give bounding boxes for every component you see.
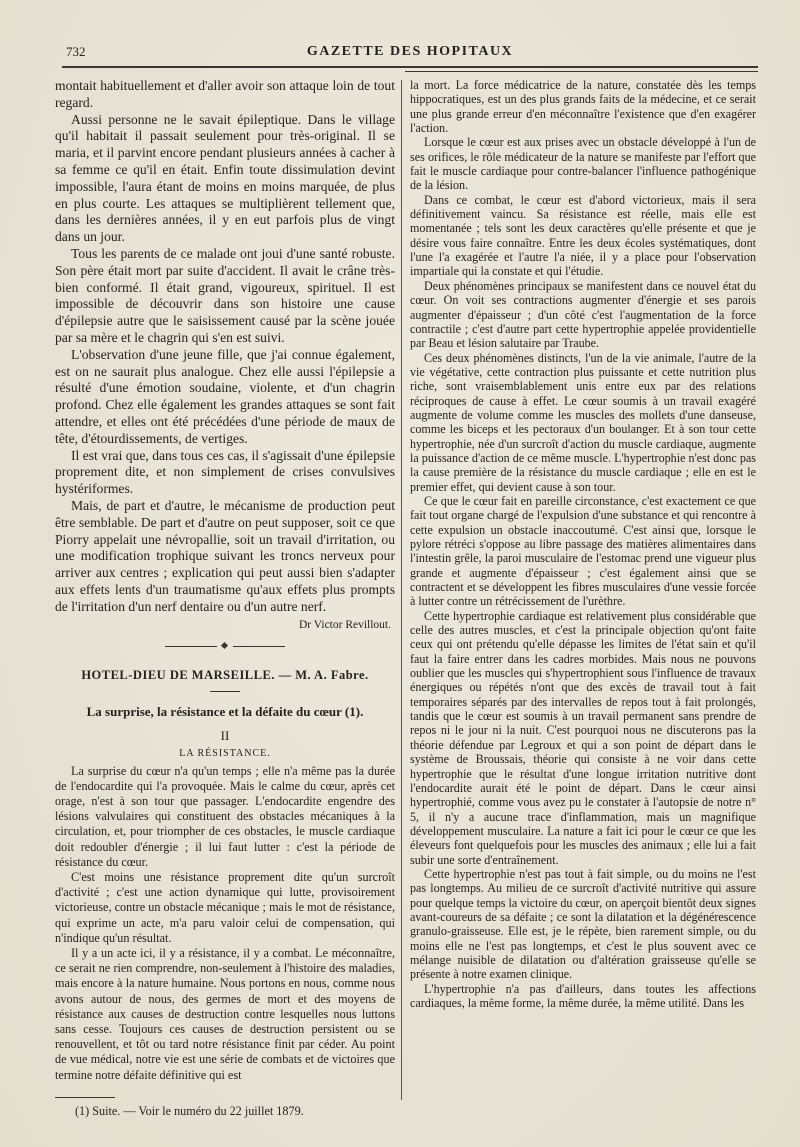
part-number: II: [220, 727, 230, 743]
paragraph: Ces deux phénomènes distincts, l'un de la vie animale, l'autre de la vie végétative, cette contraction plus puissante et cette nutrition plus riche, sont vraisemblablement unis entre eux par des relations réciproques de cause à effet. Le cœur soumis à un travail exagéré augmente de volume comme les muscles des mollets d'une danseuse, comme les biceps et les pectoraux d'un boulanger. Et à son tour cette hypertrophie, née d'un surcroît d'action du muscle cardiaque, augmente la puissance d'action de ce même muscle. L'hypertrophie n'est donc pas la cause première de la résistance du muscle cardiaque ; elle en est le premier effet, qui devient cause à son tour.: [410, 350, 756, 494]
footnote-rule: [55, 1097, 115, 1098]
article-body: [55, 764, 395, 1119]
paragraph: montait habituellement et d'aller avoir son attaque loin de tout regard.: [55, 78, 395, 110]
section-separator: [165, 642, 285, 650]
paragraph: Dans ce combat, le cœur est d'abord victorieux, mais il sera définitivement vaincu. Sa résistance est réelle, mais elle est momentanée ; tels sont les deux caractères qu'elle présente et que je désire vous faire connaître. Entre les deux écoles systématiques, dont l'une l'a exagérée et l'autre l'a niée, il y a place pour l'observation impartiale qui la constate et qui l'étudie.: [410, 192, 756, 279]
paragraph: Il est vrai que, dans tous ces cas, il s'agissait d'une épilepsie proprement dite, et non simplement de crises convulsives hystériformes.: [55, 447, 395, 497]
paragraph: Lorsque le cœur est aux prises avec un obstacle développé à l'un de ses orifices, le rôle médicateur de la nature se manifeste par l'effort que fait le muscle cardiaque pour contre-balancer l'influence pathogénique de la lésion.: [410, 135, 756, 193]
paragraph: Il y a un acte ici, il y a résistance, il y a combat. Le méconnaître, ce serait ne rien comprendre, non-seulement à l'histoire des maladies, mais encore à la nature humaine. Nous portons en nous, comme nous avons autour de nous, des germes de mort et des moyens de résistance aux causes de destruction contre lesquelles nous luttons sans cesse. Toujours ces causes de destruction persistent ou se renouvellent, et tôt ou tard notre résistance finit par céder. Au point de vue médical, notre vie est une série de combats et de victoires que termine notre défaite définitive qui est: [55, 945, 395, 1082]
paragraph: Mais, de part et d'autre, le mécanisme de production peut être semblable. De part et d'autre on peut supposer, soit ce que Piorry appelait une névropallie, soit un travail d'irritation, ou une modification trophique suivant les troncs nerveux pour arriver aux centres ; explication qui peut aussi bien s'adapter aux effets lents d'un traumatisme qu'aux effets plus prompts de l'irritation d'un nerf dentaire ou d'un autre nerf.: [55, 497, 395, 614]
header-rule-thin: [405, 71, 758, 72]
paragraph: Cette hypertrophie n'est pas tout à fait simple, ou du moins ne l'est pas longtemps. Au milieu de ce surcroît d'activité nutritive qui assure pour quelque temps la victoire du cœur, on aperçoit bientôt deux signes avant-coureurs de sa défaite ; ce sont la dilatation et la dégénérescence granulo-graisseuse. Elle est, je le répète, bien rarement simple, ou du moins elle ne l'est pas longtemps, et c'est le plus souvent avec ce mélange nuisible de dilatation ou d'altération graisseuse qu'elle se présente à notre examen clinique.: [410, 866, 756, 982]
paragraph: L'observation d'une jeune fille, que j'ai connue également, est on ne saurait plus analogue. Chez elle aussi l'épilepsie a résulté d'une émotion soudaine, violente, et d'un chagrin profond. Chez elle également les grandes attaques se sont fait attendre, et elles ont été précédées d'une période de maux de tête, d'étourdissements, de vertiges.: [55, 346, 395, 446]
paragraph: L'hypertrophie n'a pas d'ailleurs, dans toutes les affections cardiaques, la même forme, la même durée, la même utilité. Dans les: [410, 981, 756, 1010]
footnote: (1) Suite. — Voir le numéro du 22 juillet 1879.: [75, 1103, 304, 1118]
article-subheading: LA RÉSISTANCE.: [179, 747, 271, 759]
journal-title: GAZETTE DES HOPITAUX: [306, 44, 514, 59]
paragraph: C'est moins une résistance proprement dite qu'un surcroît d'activité ; c'est une action dynamique qui lutte, provisoirement victorieuse, contre un obstacle mécanique ; mais le mot de résistance, qui exprime un acte, m'a paru valoir celui de compensation, qui n'indique qu'un résultat.: [55, 869, 395, 945]
right-column: [410, 78, 756, 1010]
paragraph: la mort. La force médicatrice de la nature, constatée dès les temps hippocratiques, est un des plus grands faits de la médecine, et ce serait une plus grande erreur d'en méconnaître l'existence que d'en exagérer l'action.: [410, 78, 756, 136]
column-divider: [401, 80, 402, 1100]
article-title: La surprise, la résistance et la défaite du cœur (1).: [86, 703, 364, 719]
paragraph: Deux phénomènes principaux se manifestent dans ce nouvel état du cœur. On voit ses contractions augmenter d'énergie et ses parois augmenter d'épaisseur ; d'un côté c'est l'augmentation de la force contractile ; c'est d'autre part cette hypertrophie appelée providentielle par Beau et lésion salutaire par Traube.: [410, 278, 756, 351]
paragraph: Cette hypertrophie cardiaque est relativement plus considérable que celle des autres muscles, et c'est la principale objection qu'ont faite ceux qui ont prétendu qu'elle dépasse les limites de l'état sain et qu'il faut la faire entrer dans les cadres morbides. Mais nous ne pouvons oublier que les muscles qui s'hypertrophient sous l'influence de travaux énergiques ou répétés n'ont que des excès de travail tout à fait temporaires séparés par des intervalles de repos tout à fait prolongés, tandis que le cœur est soumis à un travail permanent sans prendre de repos ni le jour ni la nuit. C'est pourquoi nous ne discuterons pas la théorie défendue par Legroux et qui a son point de départ dans le système de Broussais, théorie qui consiste à ne voir dans cette hypertrophie que le résultat d'une longue irritation nutritive dont l'endocardite aurait été le point de départ. Dans le cœur ainsi hypertrophié, comme vous avez pu le constater à l'autopsie de notre n° 5, il n'y a aucune trace d'inflammation, mais un magnifique développement musculaire. La nature a fait ici pour le cœur ce que les éleveurs font quelquefois pour les muscles des animaux ; elle lui a fait subir une sorte d'entraînement.: [410, 608, 756, 867]
header-rule: [62, 66, 758, 68]
paragraph: Aussi personne ne le savait épileptique. Dans le village qu'il habitait il passait seulement pour très-original. Il se maria, et il parvint encore pendant plusieurs années à cacher à sa femme ce qu'il en était. Enfin toute dissimulation devint impossible, l'aura étant de moins en moins marquée, de plus en plus courte. Les attaques se multiplièrent tellement que, dans les dernières années, il y en eut parfois plus de vingt dans un jour.: [55, 111, 395, 245]
author-signature: Dr Victor Revillout.: [298, 618, 391, 631]
section-heading: HOTEL-DIEU DE MARSEILLE. — M. A. Fabre.: [81, 667, 369, 682]
left-column: [55, 78, 395, 1119]
paragraph: La surprise du cœur n'a qu'un temps ; elle n'a même pas la durée de l'endocardite qui l'a provoquée. Mais le calme du cœur, après cet orage, n'est à son tour que passager. L'endocardite engendre des lésions valvulaires qui constituent des obstacles mécaniques à la circulation, et, pour triompher de ces obstacles, le muscle cardiaque doit redoubler d'énergie ; il lui faut lutter : c'est la période de résistance du cœur.: [55, 763, 395, 869]
paragraph: Ce que le cœur fait en pareille circonstance, c'est exactement ce que fait tout organe chargé de l'expulsion d'une substance et qui rencontre à cette expulsion un obstacle inaccoutumé. C'est ainsi que, lorsque le pylore rétréci s'oppose au libre passage des matières alimentaires dans l'intestin grêle, la paroi musculaire de l'estomac prend une vigueur plus grande et augmente d'épaisseur ; c'est également ainsi que se contractent et se développent les fibres musculaires d'une vessie forcée à lutter contre un rétrécissement de l'urèthre.: [410, 493, 756, 609]
short-rule: [210, 691, 240, 692]
paragraph: Tous les parents de ce malade ont joui d'une santé robuste. Son père était mort par suite d'accident. Il avait le crâne très-bien conformé. Il était grand, vigoureux, spirituel. Il est impossible de découvrir dans son histoire une cause d'épilepsie autre que le saisissement causé par la scène jouée par sa mère et le chagrin qui s'en est suivi.: [55, 245, 395, 345]
previous-article-end: [55, 78, 395, 616]
page-number: 732: [66, 44, 86, 59]
